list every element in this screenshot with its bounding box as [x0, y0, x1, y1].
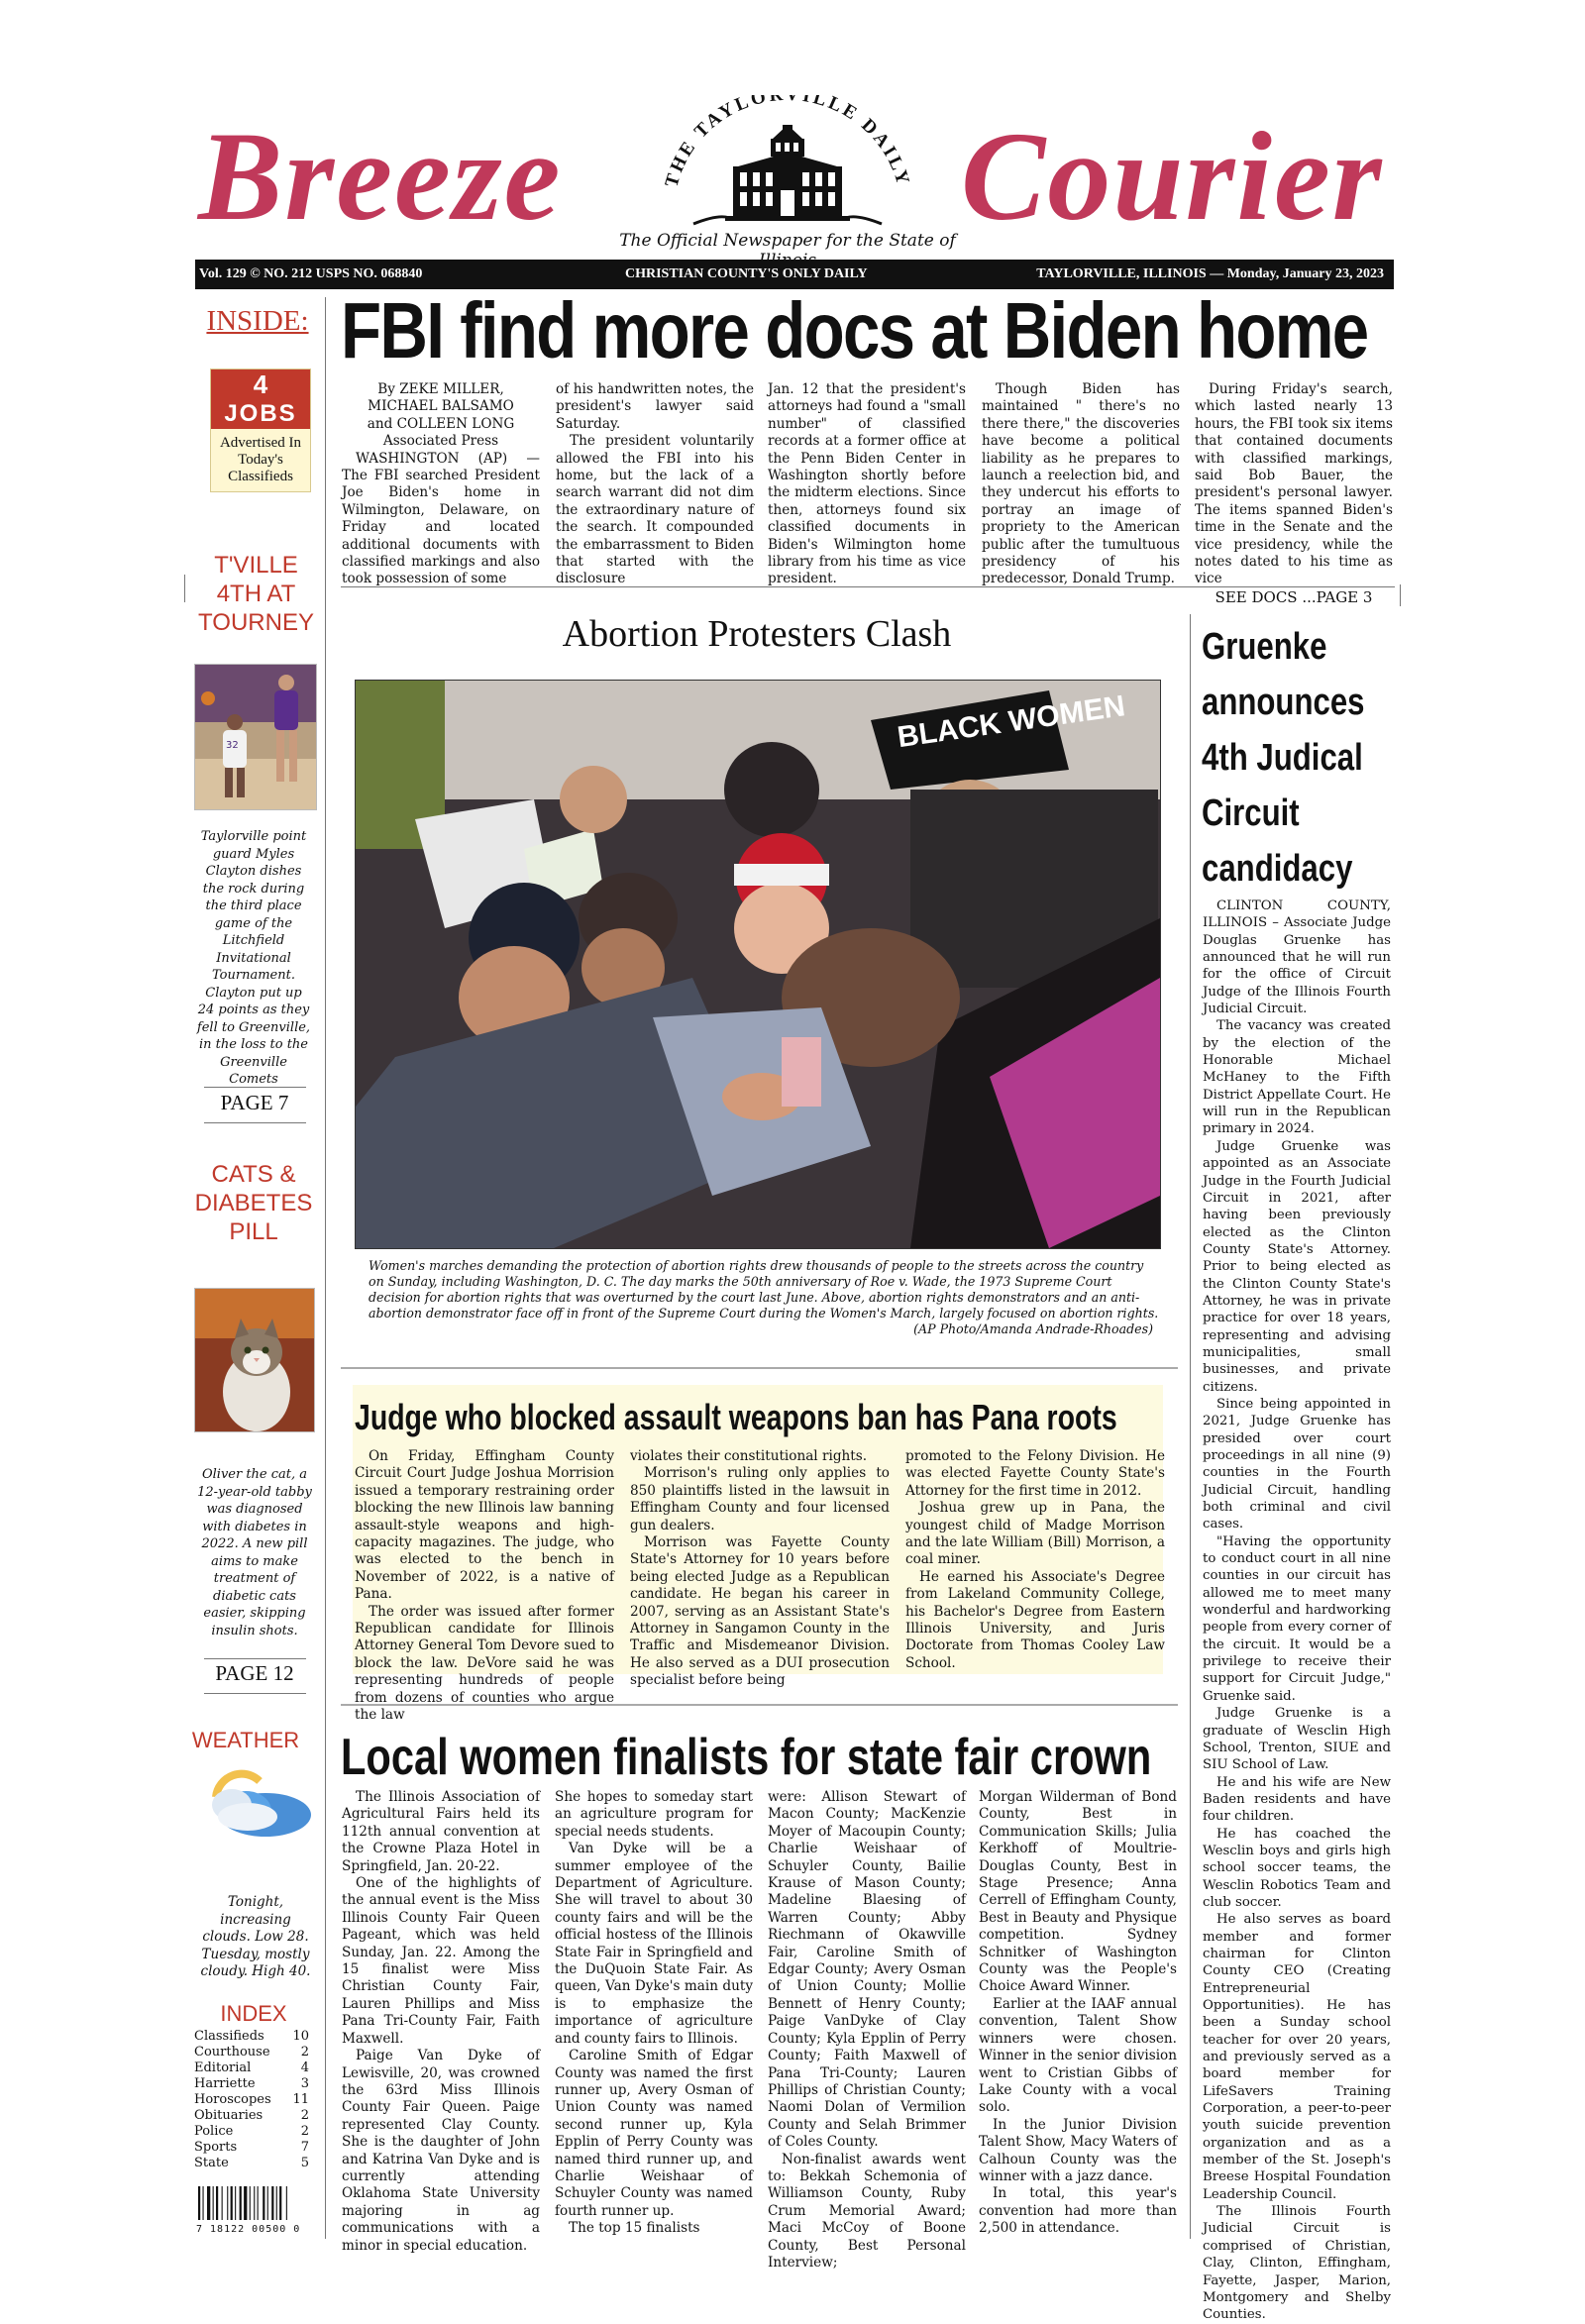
index-section-name: Editorial: [194, 2060, 252, 2075]
fair-headline[interactable]: Local women finalists for state fair crown: [341, 1729, 1152, 1786]
fair-col-4: Morgan Wilderman of Bond County, Best in Communication Skills; Julia Kerkhoff of Moultrie-Douglas County, Best in Stage Presence; Anna Cerrell of Effingham County, Best in Beauty and Physique competition. Sydney Schnitker of Washington County was the People's Choice Award Winner. Earlier at the IAAF annual convention, Talent Show winners were chosen. Winner in the senior division went to Cristian Gibbs of Lake County with a vocal solo. In the Junior Division Talent Show, Macy Waters of Calhoun County was the winner with a jazz dance. In total, this year's convention had more than 2,500 in attendance.: [979, 1789, 1177, 2237]
volume-info: Vol. 129 © NO. 212 USPS NO. 068840: [199, 266, 423, 281]
lead-col-2: of his handwritten notes, the president's lawyer said Saturday. The president voluntarily allowed the FBI into his home, but the lack of a search warrant did not dim the extraordinary nature of the search. It compounded the embarrassment to Biden that started with the disclosure: [556, 381, 754, 587]
lead-col-3: Jan. 12 that the president's attorneys had found a "small number" of classified records at a former office at the Penn Biden Center in Washington shortly before the midterm elections. Since then, attorneys found six classified documents in Biden's Wilmington home library from his time as vice president.: [768, 381, 966, 587]
partly-cloudy-icon: [198, 1767, 317, 1847]
jobs-box[interactable]: [210, 369, 311, 492]
county-slogan: CHRISTIAN COUNTY'S ONLY DAILY: [625, 266, 868, 281]
gruenke-paragraph: He and his wife are New Baden residents and have four children.: [1203, 1774, 1391, 1825]
index-section-name: State: [194, 2156, 229, 2170]
jobs-note: Advertised In Today's Classifieds: [219, 435, 302, 484]
index-row[interactable]: [194, 2029, 309, 2045]
tourney-page-link[interactable]: PAGE 7: [220, 1091, 289, 1114]
index-page-number: 2: [300, 2124, 309, 2139]
jobs-word: JOBS: [211, 399, 310, 429]
photo-title: Abortion Protesters Clash: [562, 613, 952, 655]
index-page-number: 11: [292, 2092, 309, 2107]
gruenke-paragraph: He also serves as board member and former chairman for Clinton County CEO (Creating Entrepreneurial Opportunities). He has been a Sunday school teacher for over 20 years, and previously served as a board member for LifeSavers Training Corporation, a peer-to-peer youth suicide prevention organization and as a member of the St. Joseph's Breese Hospital Foundation Leadership Council.: [1203, 1912, 1391, 2202]
weather-headline: WEATHER: [191, 1728, 300, 1752]
index-row[interactable]: [194, 2045, 309, 2060]
barcode-number: 7 18122 00500 0: [196, 2224, 301, 2235]
masthead-tagline: The Official Newspaper for the State of: [619, 231, 956, 251]
gruenke-paragraph: "Having the opportunity to conduct court in all nine counties in our circuit has allowed me to meet many wonderful and hardworking people from every corner of the circuit. It would be a privilege to receive their support for Circuit Judge," Gruenke said.: [1203, 1533, 1391, 1704]
index-section-name: Harriette: [194, 2076, 256, 2091]
index-page-number: 7: [300, 2140, 309, 2155]
gruenke-paragraph: He has coached the Wesclin boys and girls high school soccer teams, the Wesclin Robotics Team and club soccer.: [1203, 1826, 1391, 1910]
index-page-number: 4: [300, 2060, 309, 2075]
lead-col-4: Though Biden has maintained " there's no there there," the discoveries have become a political liability as he prepares to launch a reelection bid, and they undercut his efforts to portray an image of propriety to the American public after the tumultuous presidency of his predecessor, Donald Trump.: [982, 381, 1180, 587]
gruenke-headline[interactable]: Gruenke announces 4th Judical Circuit candidacy: [1202, 626, 1365, 890]
index-page-number: 2: [300, 2108, 309, 2123]
index-section-name: Horoscopes: [194, 2092, 271, 2107]
logo-arc-text: THE TAYLO ILLE DAILY: [661, 95, 914, 190]
svg-text:32: 32: [226, 740, 239, 751]
gruenke-paragraph: Since being appointed in 2021, Judge Gruenke has presided over court proceedings in all nine (9) counties in the Fourth Judicial Circuit, handling both criminal and civil cases.: [1203, 1396, 1391, 1532]
index-section-name: Courthouse: [194, 2045, 270, 2060]
index-headline: INDEX: [220, 2001, 287, 2026]
gruenke-body: [1203, 898, 1391, 2324]
lead-byline: By ZEKE MILLER, MICHAEL BALSAMO and COLLEEN LONG Associated Press: [367, 381, 515, 450]
fair-col-3: were: Allison Stewart of Macon County; MacKenzie Moyer of Macoupin County; Charlie Weishaar of Schuyler County, Bailie Krause of Mason County; Madeline Blaesing of Warren County; Abby Riechmann of Okawville Fair, Caroline Smith of Edgar County; Avery Osman of Union County; Mollie Bennett of Henry County; Paige VanDyke of Clay County; Kyla Epplin of Perry County; Faith Maxwell of Pana Tri-County; Lauren Phillips of Christian County; Naomi Dolan of Vermilion County and Selah Brimmer of Coles County. Non-finalist awards went to: Bekkah Schemonia of Williamson County, Ruby Crum Memorial Award; Maci McCoy of Boone County, Best Personal Interview;: [768, 1789, 966, 2271]
index-section-name: Police: [194, 2124, 234, 2139]
lead-col-1: By ZEKE MILLER, MICHAEL BALSAMO and COLLEEN LONG Associated Press WASHINGTON (AP) — The FBI searched President Joe Biden's home in Wilmington, Delaware, on Friday and located additional documents with classified markings and also took possession of some: [342, 381, 540, 587]
cat-photo[interactable]: [194, 1288, 315, 1432]
sign-text: BLACK WOMEN: [895, 689, 1127, 755]
cats-caption: Oliver the cat, a 12-year-old tabby was diagnosed with diabetes in 2022. A new pill aims to make treatment of diabetic cats easier, skipping insulin shots.: [197, 1467, 312, 1638]
index-row[interactable]: [194, 2124, 309, 2140]
lead-headline[interactable]: FBI find more docs at Biden home: [341, 286, 1368, 374]
judge-headline[interactable]: Judge who blocked assault weapons ban has Pana roots: [355, 1397, 1117, 1437]
weather-forecast: Tonight, increasing clouds. Low 28. Tuesday, mostly cloudy. High 40.: [200, 1894, 311, 1979]
cats-headline[interactable]: CATS & DIABETES PILL: [194, 1161, 313, 1245]
inside-label: INSIDE:: [206, 305, 309, 337]
dateline: TAYLORVILLE, ILLINOIS — Monday, January 23, 2023: [1036, 266, 1384, 281]
judge-col-2: violates their constitutional rights. Morrison's ruling only applies to 850 plaintiffs listed in the lawsuit in Effingham County and four licensed gun dealers. Morrison was Fayette County State's Attorney for 10 years before being elected Judge as a Republican candidate. He began his career in 2007, serving as an Assistant State's Attorney in Sangamon County in the Traffic and Misdemeanor Division. He also served as a DUI prosecution specialist before being: [630, 1448, 890, 1689]
index-row[interactable]: [194, 2140, 309, 2156]
jobs-number: 4: [211, 370, 310, 399]
index-page-number: 3: [300, 2076, 309, 2091]
index-section-name: Classifieds: [194, 2029, 264, 2044]
tourney-photo[interactable]: [194, 664, 317, 810]
index-row[interactable]: [194, 2156, 309, 2171]
gruenke-paragraph: The Illinois Fourth Judicial Circuit is comprised of Christian, Clay, Clinton, Effingham, Fayette, Jasper, Marion, Montgomery and Shelby Counties.: [1203, 2204, 1391, 2323]
fair-col-2: She hopes to someday start an agriculture program for special needs students. Van Dyke will be a summer employee of the Department of Agriculture. She will travel to about 30 county fairs and will be the official hostess of the Illinois State Fair in Springfield and the DuQuoin State Fair. As queen, Van Dyke's main duty is to emphasize the importance of agriculture and county fairs to Illinois. Caroline Smith of Edgar County was named the first runner up, Avery Osman of Union County was named second runner up, Kyla Epplin of Perry County was named third runner up, and Charlie Weishaar of Schuyler County was named fourth runner up. The top 15 finalists: [555, 1789, 753, 2237]
index-row[interactable]: [194, 2076, 309, 2092]
judge-col-1: On Friday, Effingham County Circuit Court Judge Joshua Morrision issued a temporary restraining order blocking the new Illinois law banning assault-style weapons and high-capacity magazines. The judge, who was elected to the bench in November of 2022, is a native of Pana. The order was issued after former Republican candidate for Illinois Attorney General Tom Devore sued to block the law. DeVore said he was representing hundreds of people from dozens of counties who argue the law: [355, 1448, 614, 1724]
tourney-caption: Taylorville point guard Myles Clayton dishes the rock during the third place game of the Litchfield Invitational Tournament. Clayton put up 24 points as they fell to Greenville, in the loss to the Greenville Comets: [196, 829, 311, 1087]
gruenke-paragraph: Judge Gruenke is a graduate of Wesclin High School, Trenton, SIUE and SIU School of Law.: [1203, 1706, 1391, 1773]
photo-caption: Women's marches demanding the protection of abortion rights drew thousands of people to the streets across the country on Sunday, including Washington, D. C. The day marks the 50th anniversary of Roe v. Wade, the 1973 Supreme Court decision for abortion rights that was overturned by the court last June. Above, abortion rights demonstrators and an anti-abortion demonstrator face off in front of the Supreme Court during the Women's March, largely focused on abortion rights. (AP Photo/Amanda Andrade-Rhoades): [369, 1258, 1159, 1336]
index-row[interactable]: [194, 2092, 309, 2108]
gruenke-paragraph: Judge Gruenke was appointed as an Associate Judge in the Fourth Judicial Circuit in 2021, after having been previously elected as the Clinton County State's Attorney. Prior to being elected as the Clinton County State's Attorney, he was in private practice for over 18 years, representing and advising municipalities, small businesses, and private citizens.: [1203, 1138, 1391, 1395]
index-row[interactable]: [194, 2108, 309, 2124]
judge-col-3: promoted to the Felony Division. He was elected Fayette County State's Attorney for the first time in 2012. Joshua grew up in Pana, the youngest child of Madge Morrison and the late William (Bill) Morrison, a coal miner. He earned his Associate's Degree from Lakeland Community College, his Bachelor's Degree from Eastern Illinois University, and Juris Doctorate from Thomas Cooley Law School.: [905, 1448, 1165, 1671]
photo-credit: (AP Photo/Amanda Andrade-Rhoades): [913, 1321, 1153, 1336]
index-page-number: 2: [300, 2045, 309, 2060]
masthead-left-word: Breeze: [198, 106, 563, 247]
fair-col-1: The Illinois Association of Agricultural Fairs held its 112th annual convention at the Crowne Plaza Hotel in Springfield, Jan. 20-22. One of the highlights of the annual event is the Miss Illinois County Fair Queen Pageant, which was held Sunday, Jan. 22. Among the 15 finalist were Miss Christian County Fair, Lauren Phillips and Miss Pana Tri-County Fair, Faith Maxwell. Paige Van Dyke of Lewisville, 20, was crowned the 63rd Miss Illinois County Fair Queen. Paige represented Clay County. She is the daughter of John and Katrina Van Dyke and is currently attending Oklahoma State University majoring in ag communications with a minor in special education.: [342, 1789, 540, 2254]
index-page-number: 10: [292, 2029, 309, 2044]
index-row[interactable]: [194, 2060, 309, 2076]
index-list: [194, 2029, 309, 2171]
courthouse-logo-icon: [634, 95, 941, 234]
lead-jump-link[interactable]: SEE DOCS ...PAGE 3: [1215, 587, 1373, 606]
cats-page-link[interactable]: PAGE 12: [215, 1661, 294, 1685]
gruenke-paragraph: The vacancy was created by the election of the Honorable Michael McHaney to the Fifth District Appellate Court. He will run in the Republican primary in 2024.: [1203, 1018, 1391, 1137]
barcode: [196, 2186, 311, 2236]
index-page-number: 5: [300, 2156, 309, 2170]
tourney-headline[interactable]: T'VILLE 4TH AT TOURNEY: [198, 552, 314, 636]
masthead-right-word: Courier: [961, 106, 1384, 247]
index-section-name: Sports: [194, 2140, 238, 2155]
lead-col-5: During Friday's search, which lasted nearly 13 hours, the FBI took six items that contained documents with classified markings, said Bob Bauer, the president's personal lawyer. The items spanned Biden's time in the Senate and the vice presidency, while the notes dated to his time as vice SEE DOCS ...PAGE 3: [1195, 381, 1393, 606]
gruenke-paragraph: CLINTON COUNTY, ILLINOIS – Associate Judge Douglas Gruenke has announced that he will run for the office of Circuit Judge of the Illinois Fourth Judicial Circuit.: [1203, 898, 1391, 1017]
protest-photo[interactable]: [355, 680, 1161, 1249]
index-section-name: Obituaries: [194, 2108, 264, 2123]
